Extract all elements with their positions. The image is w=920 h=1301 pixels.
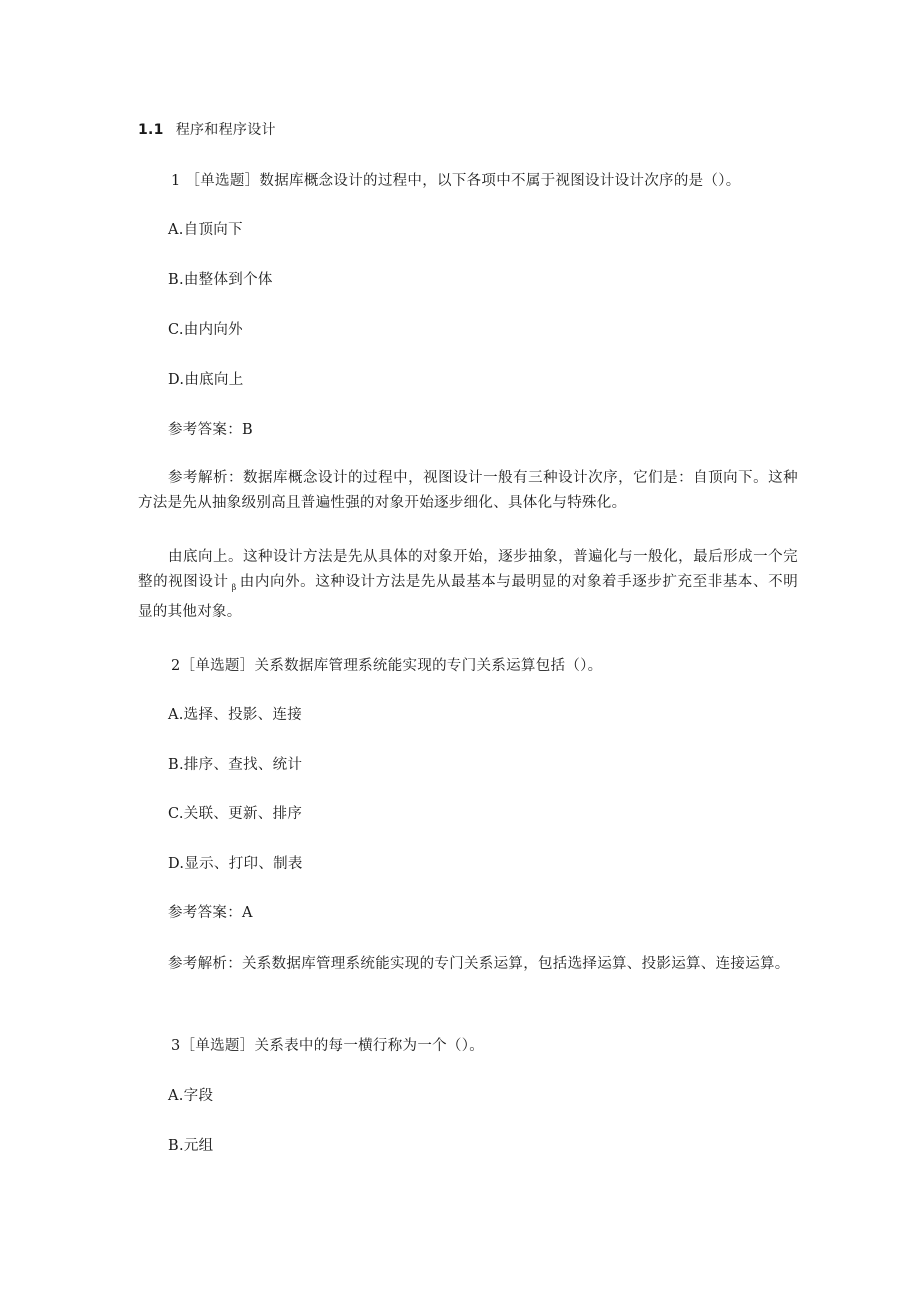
question-1-analysis-p1: 参考解析：数据库概念设计的过程中，视图设计一般有三种设计次序，它们是：自顶向下。这种方法是先从抽象级别高且普遍性强的对象开始逐步细化、具体化与特殊化。 [138,470,798,511]
question-1-option-c: C.由内向外 [168,322,243,338]
question-2-answer: 参考答案：A [168,905,253,921]
analysis-text-b: 由内向外。这种设计方法是先从最基本与最明显的对象着手逐步扩充至非基本、不明显的其他对象。 [138,574,798,620]
question-2-option-c: C.关联、更新、排序 [168,806,303,822]
question-1-option-a: A.自顶向下 [168,222,243,238]
question-2-option-b: B.排序、查找、统计 [168,757,303,773]
section-title: 程序和程序设计 [175,122,276,138]
question-1-stem: 1 ［单选题］数据库概念设计的过程中，以下各项中不属于视图设计设计次序的是（）。 [171,173,741,189]
question-1-option-b: B.由整体到个体 [168,272,273,288]
analysis-text-a: 由底向上。这种设计方法是先从具体的对象开始，逐步抽象，普遍化与一般化，最后形成一个完整的视图设计 [138,549,798,590]
section-number: 1.1 [138,122,164,138]
question-2-stem: 2［单选题］关系数据库管理系统能实现的专门关系运算包括（）。 [171,658,603,674]
analysis-subscript-mark: β [231,582,237,592]
question-1-answer: 参考答案：B [168,422,253,438]
question-1-analysis-p2 [138,545,798,625]
question-2-analysis: 参考解析：关系数据库管理系统能实现的专门关系运算，包括选择运算、投影运算、连接运算。 [168,956,790,972]
question-2-option-a: A.选择、投影、连接 [168,707,303,723]
section-heading [138,120,276,140]
question-1-option-d: D.由底向上 [168,372,244,388]
question-3-option-a: A.字段 [168,1088,214,1104]
question-2-option-d: D.显示、打印、制表 [168,856,303,872]
question-3-stem: 3［单选题］关系表中的每一横行称为一个（）。 [171,1038,485,1054]
question-3-option-b: B.元组 [168,1138,214,1154]
